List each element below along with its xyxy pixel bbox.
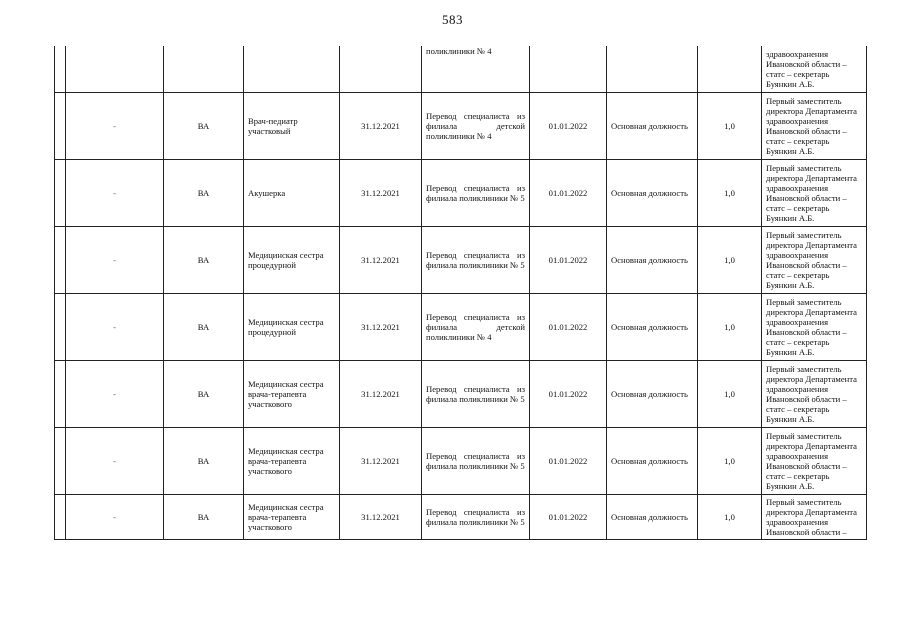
reason-cell: Перевод специалиста из филиала детской поликлиники № 4 [422, 92, 530, 159]
position-kind-cell: Основная должность [607, 293, 698, 360]
table-row [55, 46, 867, 92]
rate-cell [698, 46, 762, 92]
position-cell [244, 46, 340, 92]
date-from-cell [530, 46, 607, 92]
rate-cell: 1,0 [698, 92, 762, 159]
rate-cell: 1,0 [698, 293, 762, 360]
date-from-cell: 01.01.2022 [530, 92, 607, 159]
spacer-cell [55, 46, 66, 92]
code-cell: ВА [164, 360, 244, 427]
position-kind-cell: Основная должность [607, 92, 698, 159]
date-to-cell: 31.12.2021 [340, 293, 422, 360]
rate-cell: 1,0 [698, 226, 762, 293]
position-cell: Врач-педиатр участковый [244, 92, 340, 159]
position-kind-cell [607, 46, 698, 92]
table-row [55, 427, 867, 494]
position-cell: Медицинская сестра врача-терапевта участкового [244, 427, 340, 494]
code-cell: ВА [164, 293, 244, 360]
spacer-cell [55, 92, 66, 159]
position-kind-cell: Основная должность [607, 360, 698, 427]
position-cell: Медицинская сестра процедурной [244, 293, 340, 360]
position-cell: Медицинская сестра врача-терапевта участкового [244, 494, 340, 539]
page-number: 583 [442, 12, 463, 27]
reason-cell: Перевод специалиста из филиала поликлиники № 5 [422, 159, 530, 226]
code-cell [164, 46, 244, 92]
date-to-cell: 31.12.2021 [340, 226, 422, 293]
spacer-cell [55, 360, 66, 427]
position-kind-cell: Основная должность [607, 226, 698, 293]
code-cell: ВА [164, 159, 244, 226]
code-cell: ВА [164, 92, 244, 159]
reason-cell: Перевод специалиста из филиала поликлиники № 5 [422, 360, 530, 427]
rate-cell: 1,0 [698, 360, 762, 427]
position-kind-cell: Основная должность [607, 494, 698, 539]
approver-cell: Первый заместитель директора Департамента здравоохранения Ивановской области – статс – секретарь Буянкин А.Б. [762, 226, 867, 293]
date-from-cell: 01.01.2022 [530, 293, 607, 360]
rate-cell: 1,0 [698, 494, 762, 539]
approver-cell: Первый заместитель директора Департамента здравоохранения Ивановской области – статс – секретарь Буянкин А.Б. [762, 159, 867, 226]
table-row [55, 293, 867, 360]
date-to-cell: 31.12.2021 [340, 427, 422, 494]
row-number-cell: - [66, 494, 164, 539]
reason-cell: Перевод специалиста из филиала поликлиники № 5 [422, 226, 530, 293]
row-number-cell: - [66, 360, 164, 427]
date-to-cell: 31.12.2021 [340, 494, 422, 539]
reason-cell: Перевод специалиста из филиала детской поликлиники № 4 [422, 293, 530, 360]
row-number-cell: - [66, 159, 164, 226]
approver-cell: Первый заместитель директора Департамента здравоохранения Ивановской области – [762, 494, 867, 539]
position-cell: Акушерка [244, 159, 340, 226]
position-kind-cell: Основная должность [607, 159, 698, 226]
spacer-cell [55, 427, 66, 494]
approver-cell: Первый заместитель директора Департамента здравоохранения Ивановской области – статс – секретарь Буянкин А.Б. [762, 427, 867, 494]
table-row [55, 92, 867, 159]
table-row [55, 159, 867, 226]
date-from-cell: 01.01.2022 [530, 494, 607, 539]
approver-cell: Первый заместитель директора Департамента здравоохранения Ивановской области – статс – секретарь Буянкин А.Б. [762, 293, 867, 360]
row-number-cell: - [66, 427, 164, 494]
date-to-cell [340, 46, 422, 92]
date-from-cell: 01.01.2022 [530, 159, 607, 226]
approver-cell: Первый заместитель директора Департамента здравоохранения Ивановской области – статс – секретарь Буянкин А.Б. [762, 92, 867, 159]
row-number-cell: - [66, 226, 164, 293]
reason-cell: Перевод специалиста из филиала поликлиники № 5 [422, 427, 530, 494]
approver-cell: здравоохранения Ивановской области – статс – секретарь Буянкин А.Б. [762, 46, 867, 92]
staff-transfer-table [54, 46, 867, 540]
rate-cell: 1,0 [698, 427, 762, 494]
position-cell: Медицинская сестра процедурной [244, 226, 340, 293]
date-to-cell: 31.12.2021 [340, 92, 422, 159]
table-row [55, 494, 867, 539]
table-row [55, 360, 867, 427]
row-number-cell: - [66, 293, 164, 360]
approver-cell: Первый заместитель директора Департамента здравоохранения Ивановской области – статс – секретарь Буянкин А.Б. [762, 360, 867, 427]
row-number-cell: - [66, 92, 164, 159]
date-from-cell: 01.01.2022 [530, 427, 607, 494]
code-cell: ВА [164, 226, 244, 293]
table-row [55, 226, 867, 293]
spacer-cell [55, 159, 66, 226]
table-body [55, 46, 867, 539]
date-to-cell: 31.12.2021 [340, 159, 422, 226]
spacer-cell [55, 226, 66, 293]
reason-cell: Перевод специалиста из филиала поликлиники № 5 [422, 494, 530, 539]
date-to-cell: 31.12.2021 [340, 360, 422, 427]
spacer-cell [55, 494, 66, 539]
reason-cell: поликлиники № 4 [422, 46, 530, 92]
code-cell: ВА [164, 494, 244, 539]
date-from-cell: 01.01.2022 [530, 226, 607, 293]
spacer-cell [55, 293, 66, 360]
date-from-cell: 01.01.2022 [530, 360, 607, 427]
code-cell: ВА [164, 427, 244, 494]
rate-cell: 1,0 [698, 159, 762, 226]
position-cell: Медицинская сестра врача-терапевта участкового [244, 360, 340, 427]
row-number-cell [66, 46, 164, 92]
position-kind-cell: Основная должность [607, 427, 698, 494]
